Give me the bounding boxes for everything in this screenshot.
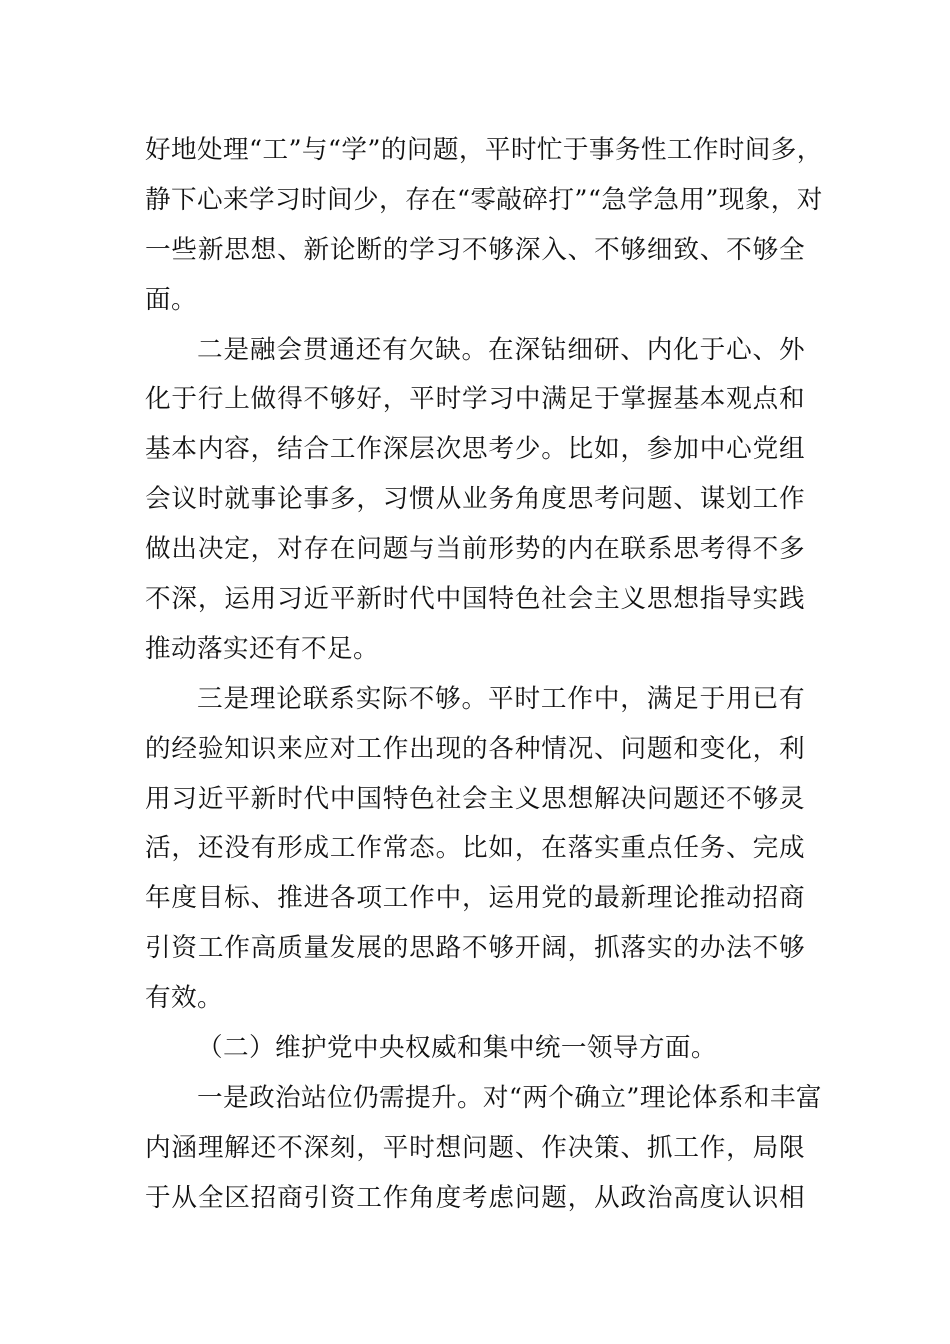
body-line: 基本内容，结合工作深层次思考少。比如，参加中心党组	[145, 434, 805, 465]
body-line: 好地处理“工”与“学”的问题，平时忙于事务性工作时间多，	[145, 135, 823, 165]
body-line: 的经验知识来应对工作出现的各种情况、问题和变化，利	[145, 733, 805, 764]
body-line: 面。	[145, 284, 197, 315]
body-line: 化于行上做得不够好，平时学习中满足于掌握基本观点和	[145, 384, 805, 415]
body-line: 静下心来学习时间少，存在“零敲碎打”“急学急用”现象，对	[145, 184, 823, 215]
body-line: 引资工作高质量发展的思路不够开阔，抓落实的办法不够	[145, 933, 805, 964]
body-line: 有效。	[145, 983, 223, 1014]
body-line: 活，还没有形成工作常态。比如，在落实重点任务、完成	[145, 833, 805, 864]
body-line: 做出决定，对存在问题与当前形势的内在联系思考得不多	[145, 534, 805, 565]
body-line: 用习近平新时代中国特色社会主义思想解决问题还不够灵	[145, 783, 805, 814]
body-line: 二是融会贯通还有欠缺。在深钻细研、内化于心、外	[197, 334, 805, 365]
body-line: 三是理论联系实际不够。平时工作中，满足于用已有	[197, 683, 805, 714]
body-line: 会议时就事论事多，习惯从业务角度思考问题、谋划工作	[145, 484, 805, 515]
body-line: 内涵理解还不深刻，平时想问题、作决策、抓工作，局限	[145, 1132, 805, 1163]
body-line: 年度目标、推进各项工作中，运用党的最新理论推动招商	[145, 883, 805, 914]
body-line: 推动落实还有不足。	[145, 633, 379, 664]
body-line: 于从全区招商引资工作角度考虑问题，从政治高度认识相	[145, 1182, 805, 1213]
body-line: 不深，运用习近平新时代中国特色社会主义思想指导实践	[145, 584, 805, 615]
body-line: 一是政治站位仍需提升。对“两个确立”理论体系和丰富	[197, 1082, 822, 1113]
body-line: 一些新思想、新论断的学习不够深入、不够细致、不够全	[145, 234, 805, 265]
document-body	[145, 126, 823, 1224]
section-heading: （二）维护党中央权威和集中统一领导方面。	[197, 1033, 717, 1064]
